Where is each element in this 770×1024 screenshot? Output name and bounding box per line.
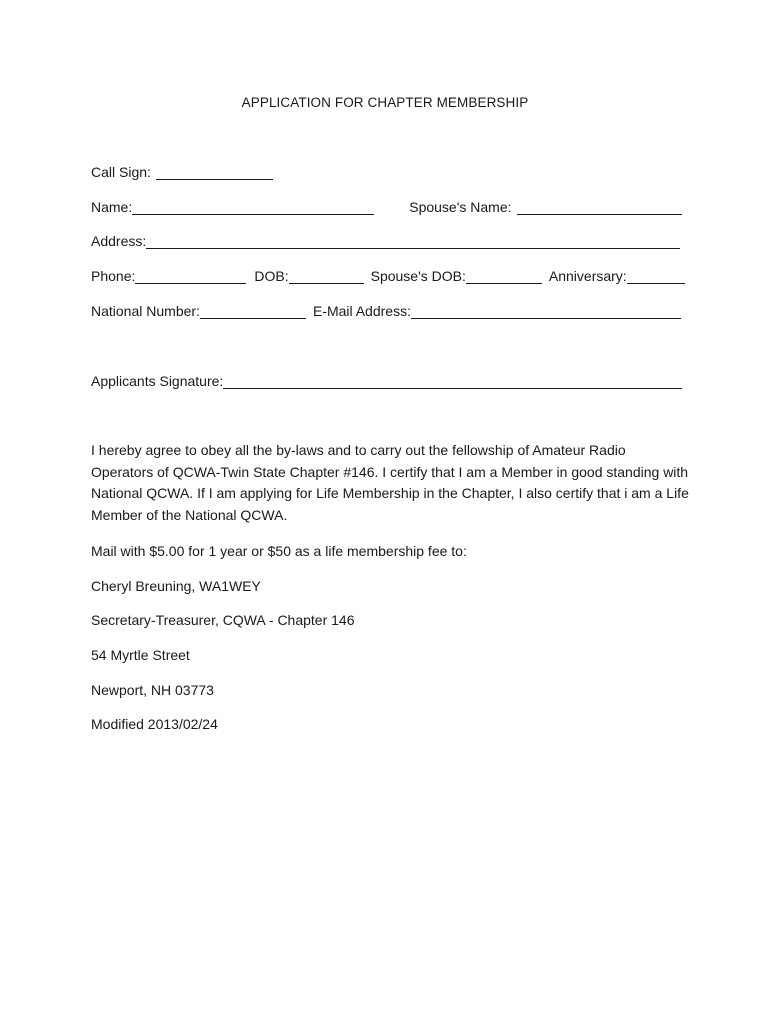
national-number-label: National Number:: [91, 303, 200, 319]
address-label: Address:: [91, 233, 147, 249]
phone-label: Phone:: [91, 268, 136, 284]
call-sign-row: [91, 164, 273, 180]
agreement-paragraph: I hereby agree to obey all the by-laws and to carry out the fellowship of Amateur Radio Operators of QCWA-Twin State Chapter #146. I certify that I am a Member in good standing with National QCWA. If I am applying for Life Membership in the Chapter, I also certify that i am a Life Member of the National QCWA.: [91, 442, 689, 523]
email-field[interactable]: [411, 304, 681, 319]
modified-date: Modified 2013/02/24: [91, 716, 218, 732]
address-field[interactable]: [146, 234, 680, 249]
dob-field[interactable]: [289, 269, 364, 284]
address-row: [91, 233, 680, 249]
name-row: [91, 199, 682, 215]
phone-row: [91, 268, 685, 284]
page-title: APPLICATION FOR CHAPTER MEMBERSHIP: [241, 95, 529, 110]
phone-field[interactable]: [135, 269, 246, 284]
anniversary-field[interactable]: [627, 269, 685, 284]
signature-field[interactable]: [223, 374, 682, 389]
name-field[interactable]: [132, 200, 374, 215]
street-address: 54 Myrtle Street: [91, 647, 190, 663]
recipient-name: Cheryl Breuning, WA1WEY: [91, 578, 261, 594]
anniversary-label: Anniversary:: [548, 268, 627, 284]
national-number-field[interactable]: [200, 304, 306, 319]
email-label: E-Mail Address:: [312, 303, 411, 319]
national-number-row: [91, 303, 681, 319]
mail-instructions: Mail with $5.00 for 1 year or $50 as a life membership fee to:: [91, 543, 467, 559]
spouse-name-field[interactable]: [517, 200, 682, 215]
call-sign-label: Call Sign:: [91, 164, 151, 180]
call-sign-field[interactable]: [156, 165, 273, 180]
recipient-title: Secretary-Treasurer, CQWA - Chapter 146: [91, 612, 355, 628]
signature-label: Applicants Signature:: [91, 373, 224, 389]
spouse-dob-label: Spouse's DOB:: [370, 268, 466, 284]
dob-label: DOB:: [254, 268, 289, 284]
spouse-name-label: Spouse's Name:: [409, 199, 512, 215]
spouse-dob-field[interactable]: [466, 269, 542, 284]
signature-row: [91, 373, 682, 389]
city-state-zip: Newport, NH 03773: [91, 682, 214, 698]
name-label: Name:: [91, 199, 133, 215]
